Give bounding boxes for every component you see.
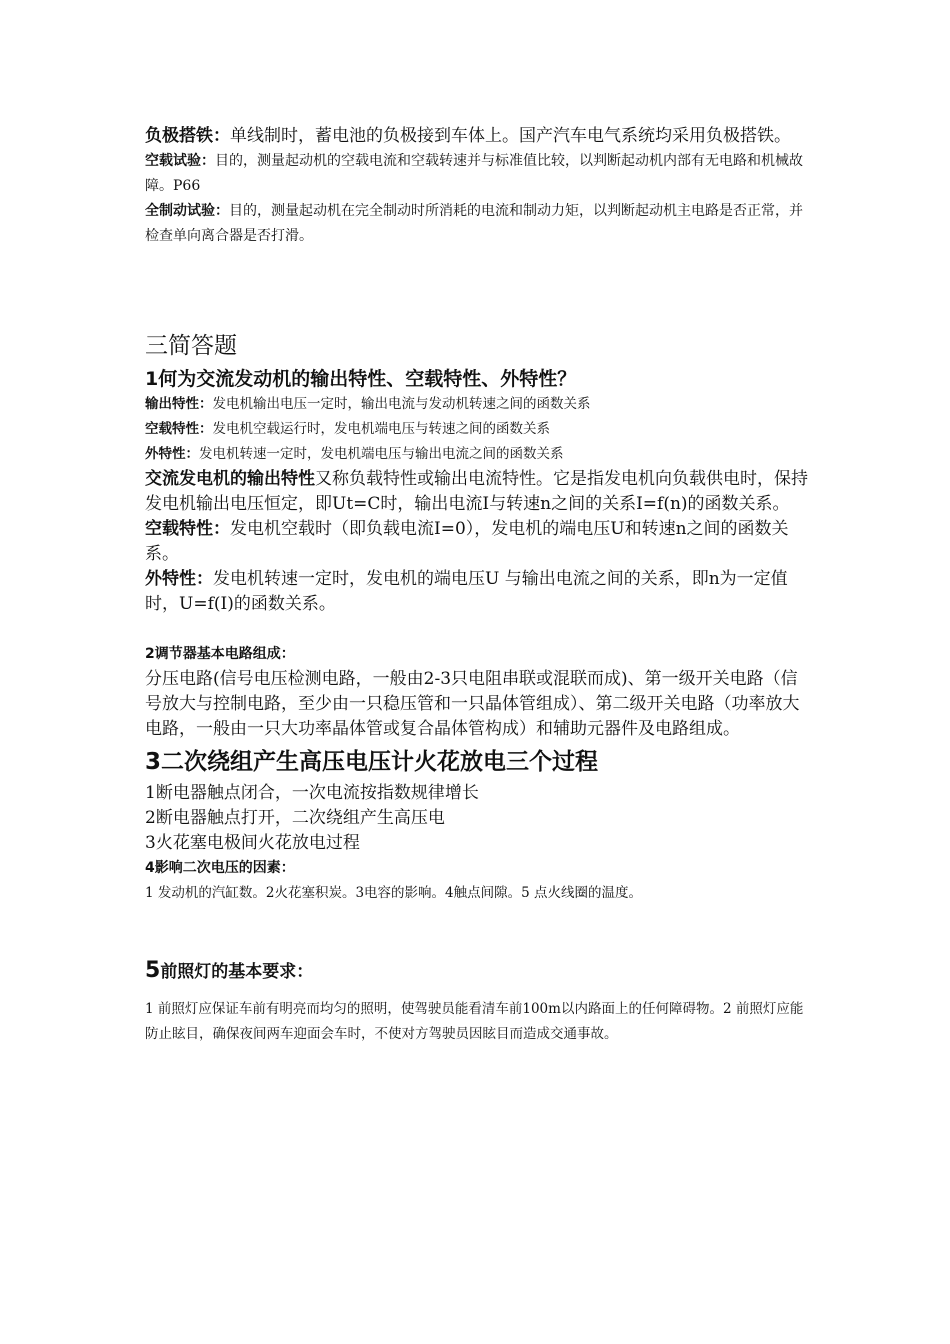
- definition-term: 全制动试验：: [145, 203, 229, 219]
- section-title: 三简答题: [145, 333, 237, 359]
- short-text: 发电机转速一定时，发电机端电压与输出电流之间的函数关系: [199, 446, 564, 462]
- long-term: 交流发电机的输出特性: [145, 469, 315, 489]
- short-text: 发电机输出电压一定时，输出电流与发动机转速之间的函数关系: [212, 396, 591, 412]
- question-4-title: 4影响二次电压的因素：: [145, 860, 295, 876]
- definition-full-brake-test: [145, 199, 810, 249]
- definition-term: 空载试验：: [145, 153, 215, 169]
- q1-short-no-load: [145, 417, 810, 442]
- definition-text: 目的，测量起动机在完全制动时所消耗的电流和制动力矩，以判断起动机主电路是否正常，并检查单向离合器是否打滑。: [145, 203, 803, 244]
- long-text: 又称负载特性或输出电流特性。它是指发电机向负载供电时，保持发电机输出电压恒定，即Ut=C时，输出电流I与转速n之间的关系I=f(n)的函数关系。: [145, 469, 808, 514]
- question-3-item: 2断电器触点打开，二次绕组产生高压电: [145, 808, 445, 828]
- short-term: 空载特性：: [145, 421, 213, 437]
- definition-no-load-test: [145, 149, 810, 199]
- long-text: 发电机空载时（即负载电流I=0），发电机的端电压U和转速n之间的函数关系。: [145, 519, 789, 564]
- question-3-item: 1断电器触点闭合，一次电流按指数规律增长: [145, 783, 479, 803]
- question-5-title: [145, 958, 810, 985]
- question-2-text: 分压电路(信号电压检测电路，一般由2-3只电阻串联或混联而成)、第一级开关电路（信号放大与控制电路，至少由一只稳压管和一只晶体管组成）、第二级开关电路（功率放大电路，一般由一只大功率晶体管或复合晶体管构成）和辅助元器件及电路组成。: [145, 669, 800, 739]
- definition-text: 单线制时，蓄电池的负极接到车体上。国产汽车电气系统均采用负极搭铁。: [230, 126, 791, 146]
- question-1-title: 1何为交流发动机的输出特性、空载特性、外特性？: [145, 368, 577, 390]
- long-text: 发电机转速一定时，发电机的端电压U 与输出电流之间的关系，即n为一定值时，U=f(I)的函数关系。: [145, 569, 788, 614]
- short-term: 输出特性：: [145, 396, 213, 412]
- short-term: 外特性：: [145, 446, 199, 462]
- q1-short-output: [145, 392, 810, 417]
- q1-long-external: [145, 567, 810, 617]
- q1-long-no-load: [145, 517, 810, 567]
- long-term: 外特性：: [145, 569, 213, 589]
- question-5-text: 1 前照灯应保证车前有明亮而均匀的照明，使驾驶员能看清车前100m以内路面上的任何障碍物。2 前照灯应能防止眩目，确保夜间两车迎面会车时，不使对方驾驶员因眩目而造成交通事故。: [145, 1001, 804, 1042]
- question-2-title: 2调节器基本电路组成：: [145, 646, 295, 662]
- short-text: 发电机空载运行时，发电机端电压与转速之间的函数关系: [212, 421, 550, 437]
- definition-negative-ground: [145, 124, 810, 149]
- question-5-label: 前照灯的基本要求：: [160, 962, 314, 982]
- long-term: 空载特性：: [145, 519, 230, 539]
- question-3-item: 3火花塞电极间火花放电过程: [145, 833, 360, 853]
- question-3-title: 3二次绕组产生高压电压计火花放电三个过程: [145, 749, 599, 775]
- q1-long-output: [145, 467, 810, 517]
- question-5-number: 5: [145, 958, 161, 983]
- q1-short-external: [145, 442, 810, 467]
- definition-term: 负极搭铁：: [145, 126, 230, 146]
- definition-text: 目的，测量起动机的空载电流和空载转速并与标准值比较，以判断起动机内部有无电路和机械故障。P66: [145, 153, 803, 194]
- document-body: [145, 124, 810, 1047]
- question-4-text: 1 发动机的汽缸数。2火花塞积炭。3电容的影响。4触点间隙。5 点火线圈的温度。: [145, 885, 643, 901]
